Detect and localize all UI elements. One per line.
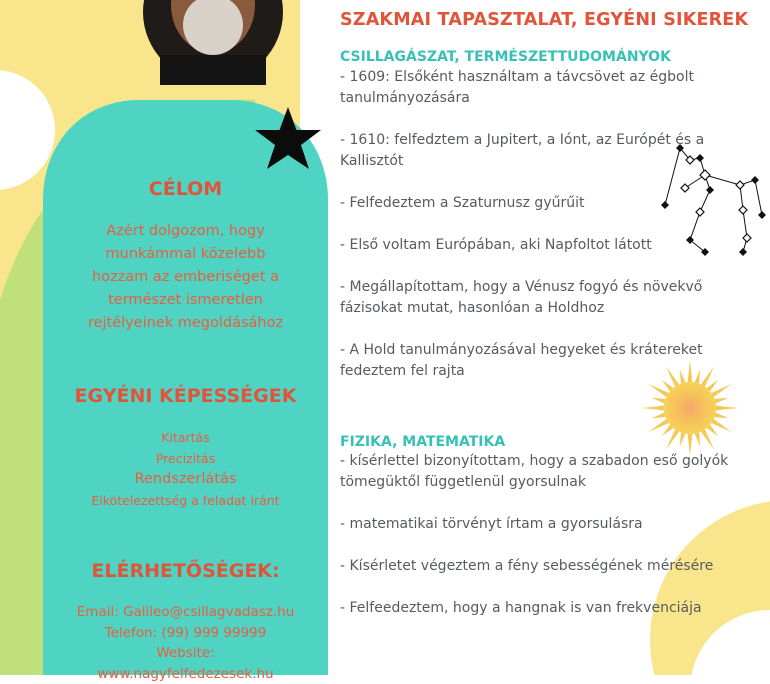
experience-section <box>340 10 750 619</box>
goal-title: CÉLOM <box>43 178 328 200</box>
goal-line: Azért dolgozom, hogy <box>43 220 328 243</box>
contact-website: www.nagyfelfedezesek.hu <box>43 664 328 684</box>
physics-list <box>340 451 750 619</box>
skill-item: Rendszerlátás <box>43 469 328 490</box>
list-item <box>340 67 750 109</box>
contact-phone: Telefon: (99) 999 99999 <box>43 623 328 644</box>
goal-line: munkámmal közelebb <box>43 243 328 266</box>
contact-email: Email: Galileo@csillagvadasz.hu <box>43 602 328 623</box>
list-item-line: - 1610: felfedztem a Jupitert, a Iónt, az Európét és a <box>340 130 750 151</box>
goal-section <box>43 178 328 335</box>
goal-line: természet ismeretlen <box>43 289 328 312</box>
goal-line: hozzam az emberiséget a <box>43 266 328 289</box>
astronomy-subtitle: CSILLAGÁSZAT, TERMÉSZETTUDOMÁNYOK <box>340 49 750 65</box>
list-item-line: Kallisztót <box>340 151 750 172</box>
contact-section <box>43 560 328 684</box>
contact-list <box>43 602 328 684</box>
contact-website-label: Website: <box>43 643 328 664</box>
physics-subtitle: FIZIKA, MATEMATIKA <box>340 434 750 450</box>
skills-title: EGYÉNI KÉPESSÉGEK <box>43 385 328 407</box>
list-item-line: fedeztem fel rajta <box>340 361 750 382</box>
list-item-line: - Felfedeztem a Szaturnusz gyűrűit <box>340 193 750 214</box>
list-item-line: - Megállapítottam, hogy a Vénusz fogyó és növekvő <box>340 277 750 298</box>
skills-list <box>43 427 328 511</box>
star-icon <box>253 105 323 175</box>
list-item <box>340 451 750 493</box>
list-item-line: - 1609: Elsőként használtam a távcsövet az égbolt <box>340 67 750 88</box>
list-item <box>340 130 750 172</box>
list-item <box>340 340 750 382</box>
list-item-line: - Kísérletet végeztem a fény sebességének mérésére <box>340 556 750 577</box>
list-item-line: - matematikai törvényt írtam a gyorsulásra <box>340 514 750 535</box>
portrait-photo <box>143 0 283 82</box>
list-item-line: - A Hold tanulmányozásával hegyeket és krátereket <box>340 340 750 361</box>
list-item-line: - Első voltam Európában, aki Napfoltot látott <box>340 235 750 256</box>
contact-title: ELÉRHETŐSÉGEK: <box>43 560 328 582</box>
experience-title: SZAKMAI TAPASZTALAT, EGYÉNI SIKEREK <box>340 10 750 30</box>
astronomy-list <box>340 67 750 382</box>
goal-text <box>43 220 328 335</box>
list-item-line: fázisokat mutat, hasonlóan a Holdhoz <box>340 298 750 319</box>
list-item-line: tömegüktől függetlenül gyorsulnak <box>340 472 750 493</box>
skill-item: Elkötelezettség a feladat iránt <box>43 490 328 511</box>
skills-section <box>43 385 328 511</box>
list-item-line: - kísérlettel bizonyítottam, hogy a szabadon eső golyók <box>340 451 750 472</box>
list-item-line: tanulmányozására <box>340 88 750 109</box>
list-item <box>340 514 750 535</box>
skill-item: Precizitás <box>43 448 328 469</box>
list-item <box>340 556 750 577</box>
skill-item: Kitartás <box>43 427 328 448</box>
list-item <box>340 277 750 319</box>
list-item <box>340 235 750 256</box>
list-item <box>340 193 750 214</box>
list-item-line: - Felfeedeztem, hogy a hangnak is van frekvenciája <box>340 598 750 619</box>
goal-line: rejtélyeinek megoldásához <box>43 312 328 335</box>
list-item <box>340 598 750 619</box>
